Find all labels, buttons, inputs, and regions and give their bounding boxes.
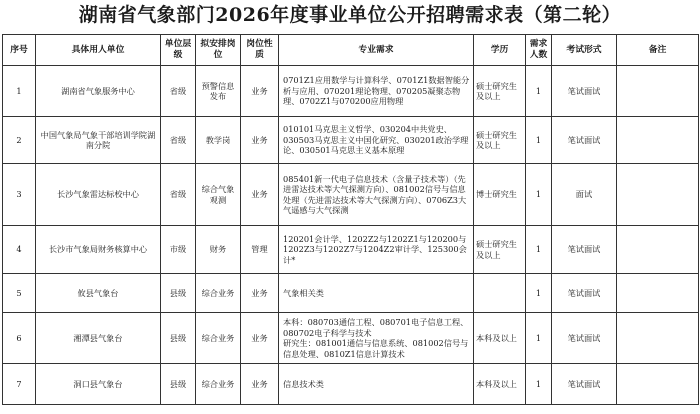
cell-exam: 笔试面试 [552,313,617,364]
header-cell: 单位层级 [161,35,196,66]
cell-level: 县级 [161,274,196,313]
cell-no: 1 [3,66,36,117]
cell-nature: 业务 [241,274,279,313]
cell-count: 1 [526,164,552,226]
cell-level: 县级 [161,364,196,405]
cell-exam: 笔试面试 [552,66,617,117]
cell-post: 教学岗 [196,117,241,164]
cell-note [617,164,699,226]
cell-count: 1 [526,313,552,364]
cell-note [617,274,699,313]
header-cell: 学历 [474,35,526,66]
cell-exam: 笔试面试 [552,274,617,313]
cell-nature: 业务 [241,313,279,364]
table-row [3,117,699,164]
cell-nature: 管理 [241,226,279,274]
cell-level: 县级 [161,313,196,364]
cell-edu: 博士研究生 [474,164,526,226]
table-row [3,66,699,117]
cell-no: 7 [3,364,36,405]
header-cell: 岗位性质 [241,35,279,66]
cell-level: 市级 [161,226,196,274]
cell-note [617,117,699,164]
cell-note [617,364,699,405]
cell-major: 本科：080703通信工程、080701电子信息工程、080702电子科学与技术 研究生：081001通信与信息系统、081002信号与信息处理、0810Z1信息计算技术 [279,313,474,364]
cell-level: 省级 [161,66,196,117]
cell-count: 1 [526,364,552,405]
cell-note [617,313,699,364]
cell-major: 信息技术类 [279,364,474,405]
header-cell: 考试形式 [552,35,617,66]
header-cell: 专业需求 [279,35,474,66]
cell-post: 综合业务 [196,274,241,313]
header-cell: 需求人数 [526,35,552,66]
table-row [3,164,699,226]
cell-note [617,66,699,117]
cell-major: 0701Z1应用数学与计算科学、0701Z1数据智能分析与应用、070201理论物理、070205凝聚态物理、0702Z1与070200应用物理 [279,66,474,117]
cell-no: 2 [3,117,36,164]
cell-nature: 业务 [241,364,279,405]
cell-edu [474,274,526,313]
cell-level: 省级 [161,164,196,226]
header-cell: 备注 [617,35,699,66]
cell-major: 120201会计学、1202Z2与1202Z1与120200与1202Z3与1202Z7与1204Z2审计学、125300会计* [279,226,474,274]
cell-edu: 本科及以上 [474,313,526,364]
cell-nature: 业务 [241,117,279,164]
page-title: 湖南省气象部门2026年度事业单位公开招聘需求表（第二轮） [78,4,622,26]
cell-count: 1 [526,226,552,274]
cell-nature: 业务 [241,66,279,117]
cell-post: 综合业务 [196,313,241,364]
table-header-row [3,35,699,66]
cell-major: 010101马克思主义哲学、030204中共党史、030503马克思主义中国化研究、030201政治学理论、030501马克思主义基本原理 [279,117,474,164]
cell-unit: 中国气象局气象干部培训学院湖南分院 [36,117,161,164]
header-cell: 具体用人单位 [36,35,161,66]
cell-edu: 硕士研究生及以上 [474,117,526,164]
cell-note [617,226,699,274]
table-row [3,274,699,313]
cell-major: 085401新一代电子信息技术（含量子技术等）（先进雷达技术等大气探测方向）、081002信号与信息处理（先进雷达技术等大气探测方向）、0706Z3大气遥感与大气探测 [279,164,474,226]
header-cell: 拟安排岗位 [196,35,241,66]
cell-no: 6 [3,313,36,364]
cell-exam: 笔试面试 [552,364,617,405]
cell-unit: 长沙气象雷达标校中心 [36,164,161,226]
cell-unit: 洞口县气象台 [36,364,161,405]
cell-edu: 本科及以上 [474,364,526,405]
recruitment-table [2,34,699,405]
cell-count: 1 [526,66,552,117]
cell-edu: 硕士研究生及以上 [474,66,526,117]
cell-post: 综合气象观测 [196,164,241,226]
cell-unit: 攸县气象台 [36,274,161,313]
cell-unit: 湖南省气象服务中心 [36,66,161,117]
cell-exam: 笔试面试 [552,117,617,164]
table-row [3,313,699,364]
cell-count: 1 [526,274,552,313]
cell-unit: 湘潭县气象台 [36,313,161,364]
cell-no: 5 [3,274,36,313]
cell-post: 预警信息发布 [196,66,241,117]
cell-count: 1 [526,117,552,164]
table-row [3,364,699,405]
cell-exam: 笔试面试 [552,226,617,274]
cell-edu: 硕士研究生及以上 [474,226,526,274]
cell-no: 3 [3,164,36,226]
cell-level: 省级 [161,117,196,164]
cell-nature: 业务 [241,164,279,226]
header-cell: 序号 [3,35,36,66]
cell-no: 4 [3,226,36,274]
cell-major: 气象相关类 [279,274,474,313]
cell-unit: 长沙市气象局财务核算中心 [36,226,161,274]
table-row [3,226,699,274]
cell-post: 综合业务 [196,364,241,405]
cell-post: 财务 [196,226,241,274]
cell-exam: 面试 [552,164,617,226]
